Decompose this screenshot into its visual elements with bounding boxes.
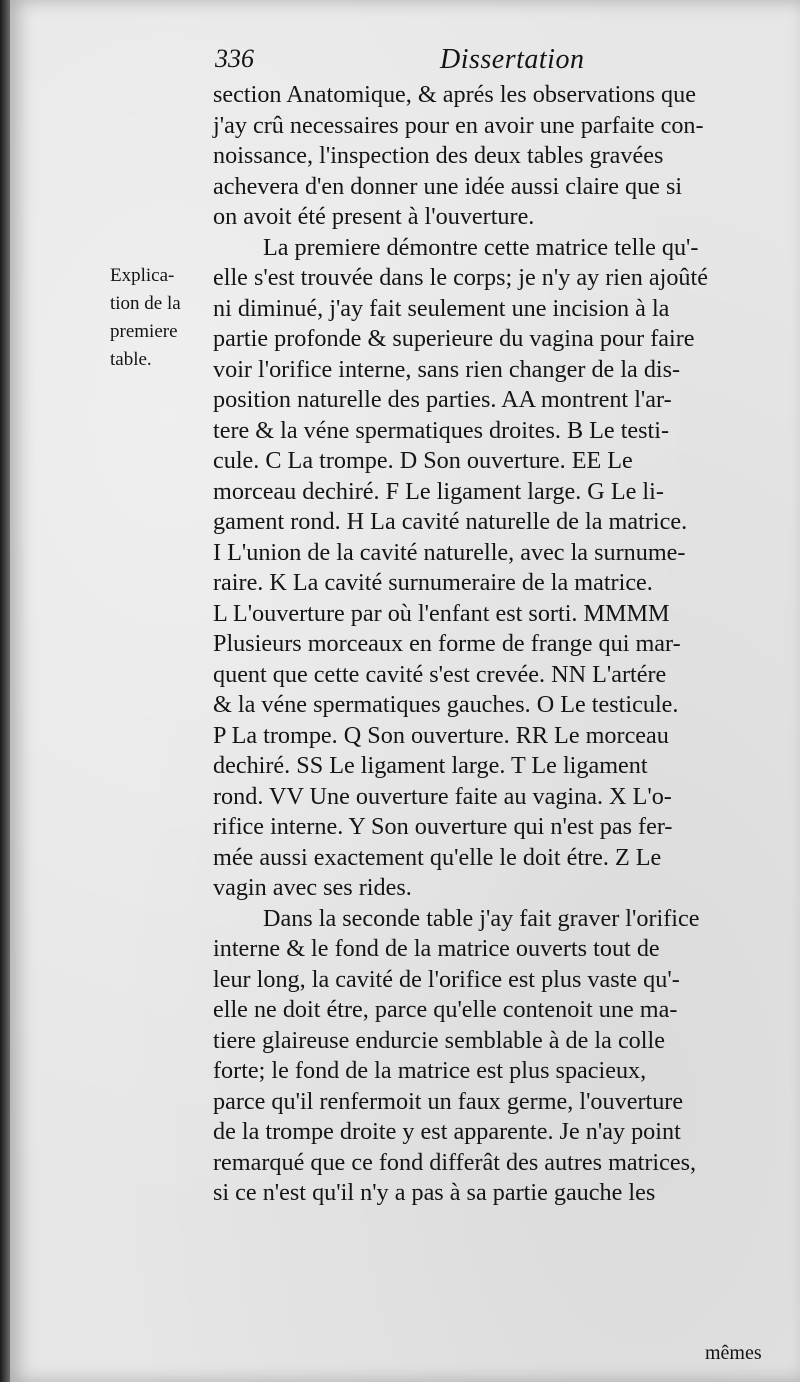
text-line: forte; le fond de la matrice est plus spacieux, <box>213 1057 647 1084</box>
text-line: achevera d'en donner une idée aussi claire que si <box>213 172 683 200</box>
text-line: quent que cette cavité s'est crevée. NN L'artére <box>213 660 667 688</box>
text-line: elle s'est trouvée dans le corps; je n'y ay rien ajoûté <box>213 264 708 291</box>
text-line: ni diminué, j'ay fait seulement une incision à la <box>213 294 670 322</box>
text-line: tere & la véne spermatiques droites. B Le testi- <box>213 416 670 444</box>
text-line: & la véne spermatiques gauches. O Le testicule. <box>213 691 679 718</box>
text-line: de la trompe droite y est apparente. Je n'ay point <box>213 1118 681 1145</box>
text-line: dechiré. SS Le ligament large. T Le ligament <box>213 752 648 779</box>
text-line: L L'ouverture par où l'enfant est sorti. MMMM <box>213 599 670 627</box>
margin-note <box>110 262 210 374</box>
margin-note-line: premiere <box>110 321 178 342</box>
text-line: section Anatomique, & aprés les observations que <box>213 81 696 108</box>
text-line: vagin avec ses rides. <box>213 874 412 901</box>
book-page <box>10 0 800 1382</box>
text-line: tiere glaireuse endurcie semblable à de la colle <box>213 1026 665 1054</box>
text-line: voir l'orifice interne, sans rien changer de la dis- <box>213 355 681 383</box>
book-spine-shadow <box>0 0 10 1382</box>
body-text <box>213 80 778 1209</box>
paragraph-start-line: Dans la seconde table j'ay fait graver l'orifice <box>263 904 700 932</box>
running-title: Dissertation <box>440 44 585 75</box>
text-line: parce qu'il renfermoit un faux germe, l'ouverture <box>213 1087 684 1115</box>
margin-note-line: Explica- <box>110 265 175 286</box>
text-line: gament rond. H La cavité naturelle de la matrice. <box>213 508 688 535</box>
show-through-ghost-text <box>70 70 210 230</box>
text-line: noissance, l'inspection des deux tables gravées <box>213 142 664 169</box>
page-number: 336 <box>215 44 254 73</box>
margin-note-line: table. <box>110 349 152 370</box>
text-line: rifice interne. Y Son ouverture qui n'est pas fer- <box>213 813 673 840</box>
text-line: raire. K La cavité surnumeraire de la matrice. <box>213 569 653 596</box>
margin-note-line: tion de la <box>110 293 181 314</box>
text-line: I L'union de la cavité naturelle, avec la surnume- <box>213 538 686 566</box>
text-line: Plusieurs morceaux en forme de frange qui mar- <box>213 630 681 657</box>
text-line: interne & le fond de la matrice ouverts tout de <box>213 935 660 962</box>
text-line: si ce n'est qu'il n'y a pas à sa partie gauche les <box>213 1179 656 1206</box>
text-line: morceau dechiré. F Le ligament large. G Le li- <box>213 477 664 505</box>
text-line: on avoit été present à l'ouverture. <box>213 203 535 230</box>
text-line: remarqué que ce fond differât des autres matrices, <box>213 1148 697 1176</box>
text-line: elle ne doit étre, parce qu'elle contenoit une ma- <box>213 996 678 1023</box>
text-line: j'ay crû necessaires pour en avoir une parfaite con- <box>213 111 704 139</box>
text-line: leur long, la cavité de l'orifice est plus vaste qu'- <box>213 965 680 993</box>
text-line: position naturelle des parties. AA montrent l'ar- <box>213 386 672 413</box>
page-header <box>215 44 775 84</box>
text-line: rond. VV Une ouverture faite au vagina. X L'o- <box>213 782 672 810</box>
text-line: P La trompe. Q Son ouverture. RR Le morceau <box>213 721 669 749</box>
catchword: mêmes <box>705 1342 762 1364</box>
text-line: cule. C La trompe. D Son ouverture. EE Le <box>213 447 633 474</box>
paragraph-start-line: La premiere démontre cette matrice telle qu'- <box>263 233 699 261</box>
text-line: partie profonde & superieure du vagina pour faire <box>213 325 695 352</box>
text-line: mée aussi exactement qu'elle le doit étre. Z Le <box>213 843 662 871</box>
